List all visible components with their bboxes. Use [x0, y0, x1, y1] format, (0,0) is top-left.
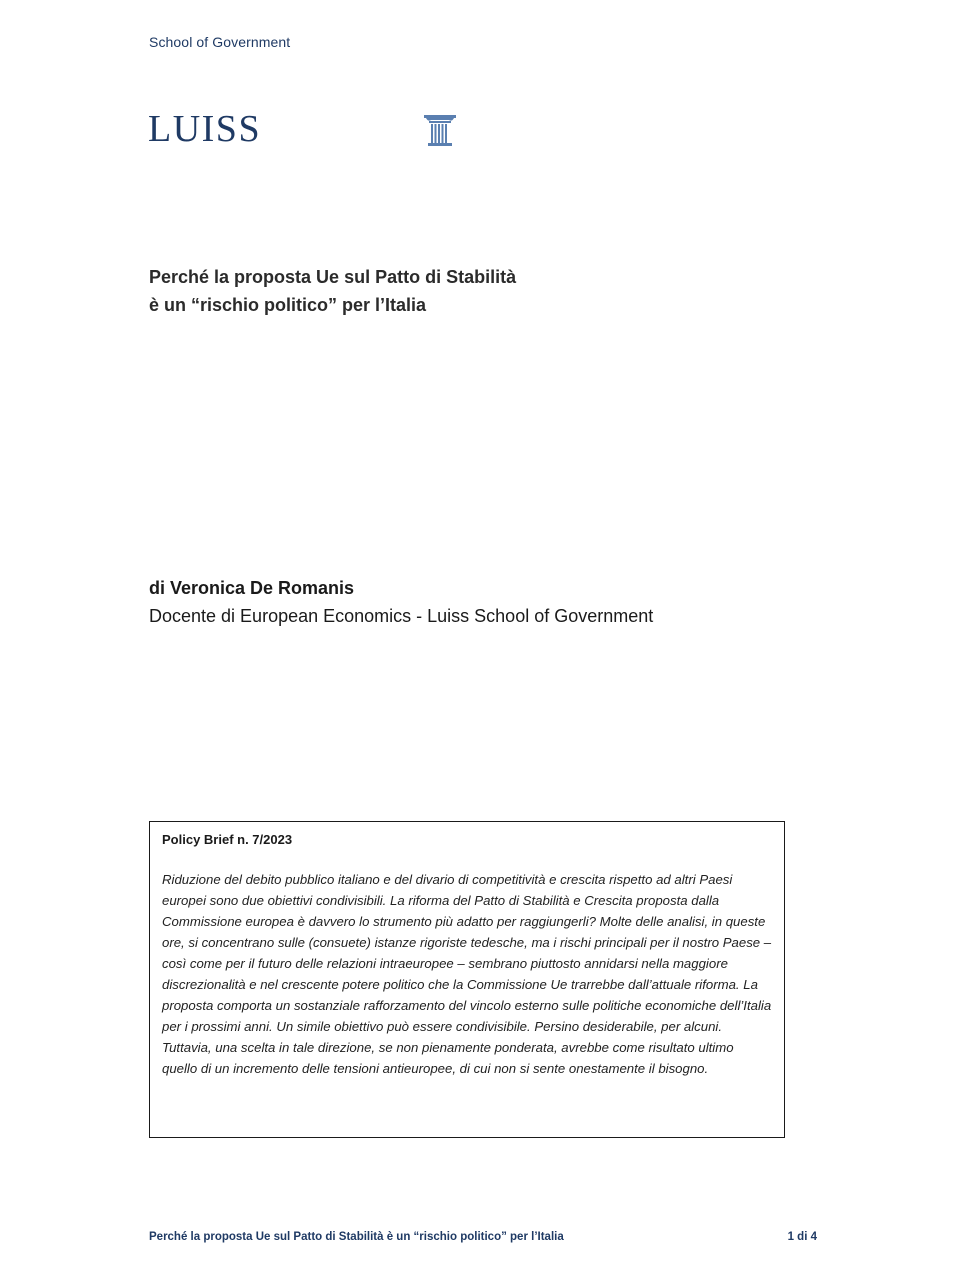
column-icon	[423, 113, 457, 147]
policy-brief-label: Policy Brief n. 7/2023	[162, 832, 293, 847]
document-title	[149, 263, 516, 319]
author-block	[149, 574, 653, 630]
abstract-text: Riduzione del debito pubblico italiano e del divario di competitività e crescita rispetto ad altri Paesi europei sono due obiettivi condivisibili. La riforma del Patto di Stabilità e Crescita proposta dalla Commissione europea è davvero lo strumento più adatto per raggiungerli? Molte delle analisi, in queste ore, si concentrano sulle (consuete) istanze rigoriste tedesche, ma i rischi principali per il nostro Paese – così come per il futuro delle relazioni intraeuropee – sembrano piuttosto annidarsi nella maggiore discrezionalità e nel crescente potere politico che la Commissione Ue trarrebbe dall’attuale riforma. La proposta comporta un sostanziale rafforzamento del vincolo esterno sulle politiche economiche dell’Italia per i prossimi anni. Un simile obiettivo può essere condivisibile. Persino desiderabile, per alcuni. Tuttavia, una scelta in tale direzione, se non pienamente ponderata, avrebbe come risultato ultimo quello di un incremento delle tensioni antieuropee, di cui non si sente onestamente il bisogno.	[162, 872, 772, 1076]
abstract-box	[149, 821, 785, 1138]
title-line-2: è un “rischio politico” per l’Italia	[149, 295, 427, 315]
header-organization: School of Government	[149, 34, 291, 50]
title-line-1: Perché la proposta Ue sul Patto di Stabilità	[149, 267, 517, 287]
author-name: di Veronica De Romanis	[149, 578, 355, 598]
luiss-logo: LUISS	[148, 108, 262, 150]
author-role: Docente di European Economics - Luiss School of Government	[149, 606, 654, 626]
footer-page-number: 1 di 4	[787, 1231, 817, 1243]
footer-title: Perché la proposta Ue sul Patto di Stabilità è un “rischio politico” per l’Italia	[149, 1231, 564, 1243]
